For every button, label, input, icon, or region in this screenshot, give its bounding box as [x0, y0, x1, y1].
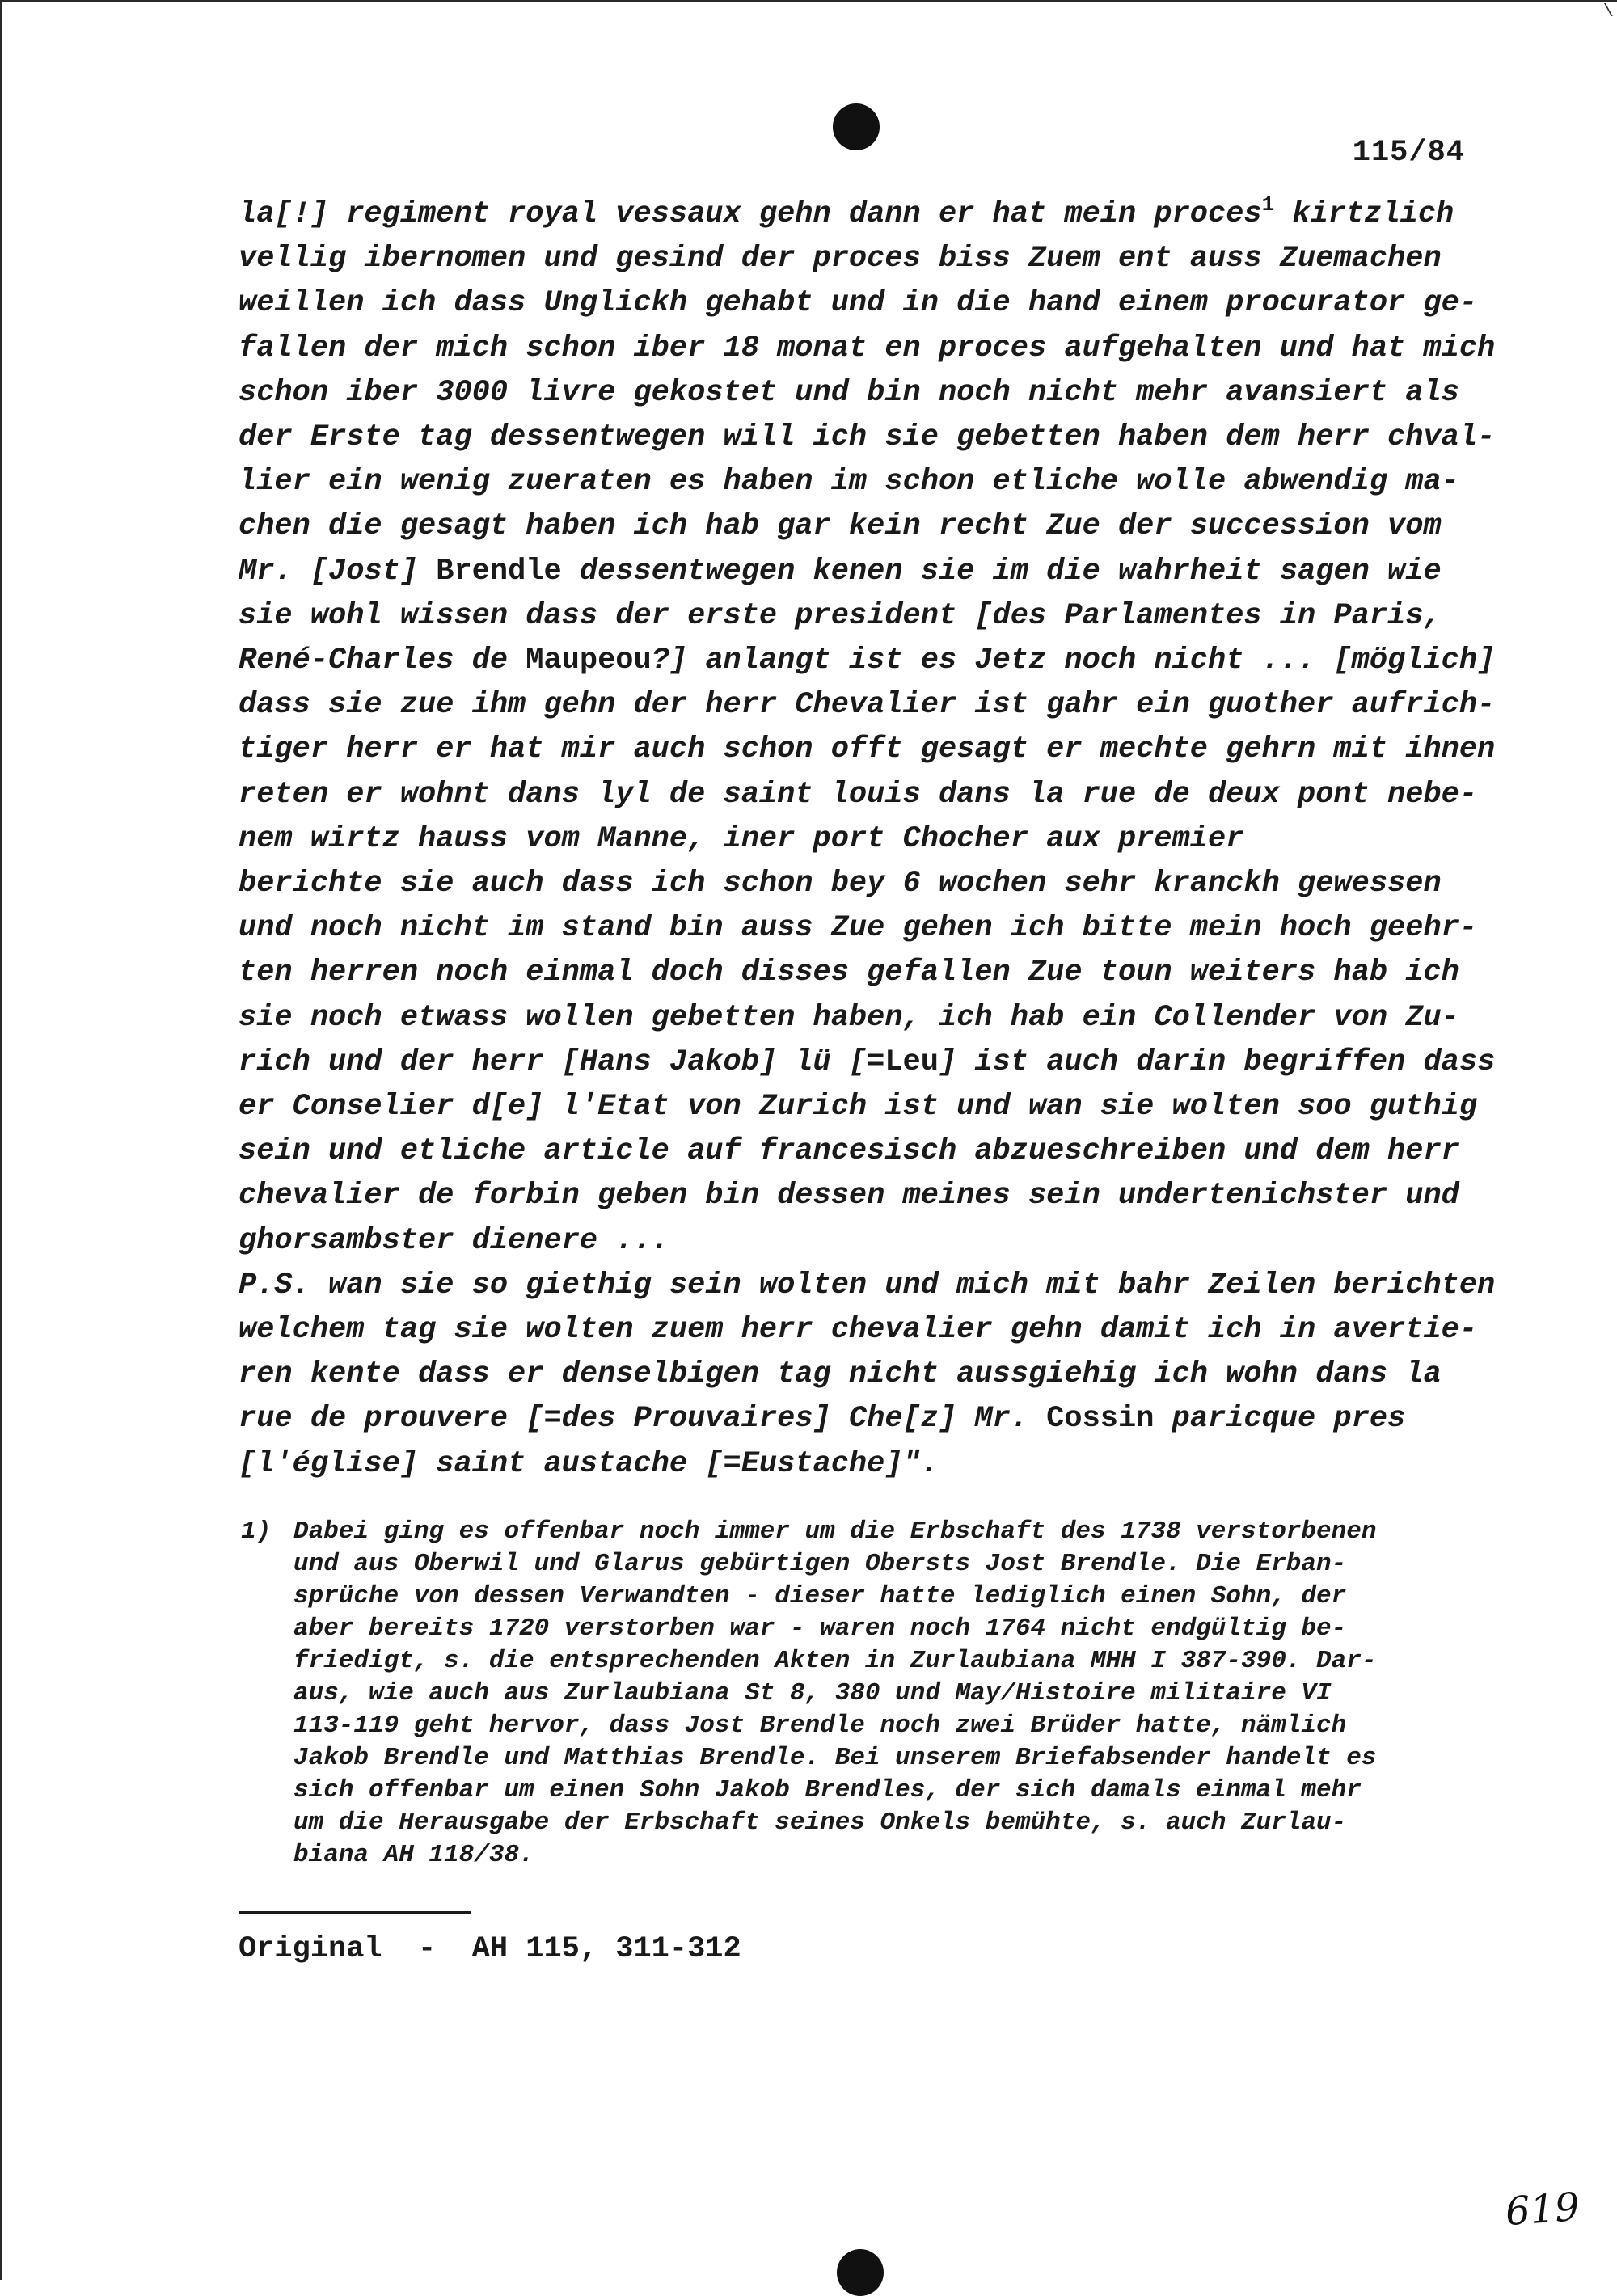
page-number: 115/84 [1352, 136, 1465, 170]
name-cossin: Cossin [1046, 1402, 1155, 1437]
footnote [293, 1516, 1474, 1872]
body-text: kirtzlich vellig ibernomen und gesind der proces biss Zuem ent auss Zuemachen weillen ich dass Unglickh gehabt und in die hand einem procurator ge- fallen der mich schon iber 18 monat en proces aufgehalten und hat mich schon iber 3000 livre gekostet und bin noch nicht mehr avansiert als der Erste tag dessentwegen will ich sie gebetten haben dem herr chval- lier ein wenig zueraten es haben im schon etliche wolle abwendig ma- chen die gesagt haben ich hab gar kein recht Zue der succession vom Mr. [Jost] [239, 197, 1496, 589]
body-text: ?] anlangt ist es Jetz noch nicht ... [möglich] dass sie zue ihm gehn der herr Chevalier ist gahr ein guother aufrich- tiger herr er hat mir auch schon offt gesagt er mechte gehrn mit ihnen reten er wohnt dans lyl de saint louis dans la rue de deux pont nebe- nem wirtz hauss vom Manne, iner port Chocher aux premier berichte sie auch dass ich schon bey 6 wochen sehr kranckh gewessen und noch nicht im stand bin auss Zue gehen ich bitte mein hoch geehr- ten herren noch einmal doch disses gefallen Zue toun weiters hab ich sie noch etwass wollen gebetten haben, ich hab ein Collender von Zu- rich und der herr [Hans Jakob] lü [= [239, 644, 1496, 1079]
handwritten-page-number: 619 [1504, 2184, 1581, 2235]
punch-hole-bottom [837, 2249, 884, 2296]
page-left-edge [0, 0, 2, 2280]
body-text: ] ist auch darin begriffen dass er Conselier d[e] l'Etat von Zurich ist und wan sie wolten soo guthig sein und etliche article auf francesisch abzueschreiben und dem herr chevalier de forbin geben bin dessen meines sein undertenichster und ghorsambster dienere ... P.S. wan sie so giethig sein wolten und mich mit bahr Zeilen berichten welchem tag sie wolten zuem herr chevalier gehn damit ich in avertie- ren kente dass er denselbigen tag nicht aussgiehig ich wohn dans la rue de prouvere [=des Prouvaires] Che[z] Mr. [239, 1045, 1496, 1437]
body-text: dessentwegen kenen sie im die wahrheit sagen wie sie wohl wissen dass der erste president [des Parlamentes in Paris, René-Charles de [239, 554, 1442, 678]
page-top-edge [0, 0, 1617, 2]
name-brendle: Brendle [383, 1744, 489, 1772]
footnote-ref: 1 [1261, 192, 1275, 217]
name-brendle: Brendle [699, 1744, 805, 1772]
punch-hole-top [833, 103, 880, 150]
footnote-text: . Bei unserem Briefabsender handelt es sich offenbar um einen Sohn Jakob Brendles, der sich damals einmal mehr um die Herausgabe der Erbschaft seines Onkels bemühte, s. auch Zurlau- biana AH 118/38. [293, 1744, 1377, 1869]
name-brendle: Brendle [436, 554, 562, 589]
footnote-text: Dabei ging es offenbar noch immer um die Erbschaft des 1738 verstorbenen und aus Oberwil und Glarus gebürtigen Obersts Jost Brendle. Die Erban- sprüche von dessen Verwandten - dieser hatte lediglich einen Sohn, der aber bereits 1720 verstorben war - waren noch 1764 nicht endgültig be- friedigt, s. die entsprechenden Akten in Zurlaubiana MHH I 387-390. Dar- aus, wie auch aus Zurlaubiana St 8, 380 und May/Histoire militaire VI 113-119 geht hervor, dass Jost Brendle noch zwei Brüder hatte, nämlich Jakob [293, 1517, 1377, 1772]
corner-mark: \ [1602, 2, 1614, 22]
source-divider [239, 1911, 471, 1914]
body-text: la[!] regiment royal vessaux gehn dann er hat mein proces [239, 197, 1262, 231]
footnote-marker: 1) [241, 1517, 272, 1546]
body-text: paricque pres [l'église] saint austache [=Eustache]". [239, 1402, 1406, 1481]
letter-body [239, 192, 1496, 1487]
name-maupeou: Maupeou [526, 644, 652, 678]
footnote-text: und Matthias [488, 1744, 700, 1772]
name-leu: Leu [884, 1045, 939, 1079]
source-reference: Original - AH 115, 311-312 [239, 1932, 741, 1966]
